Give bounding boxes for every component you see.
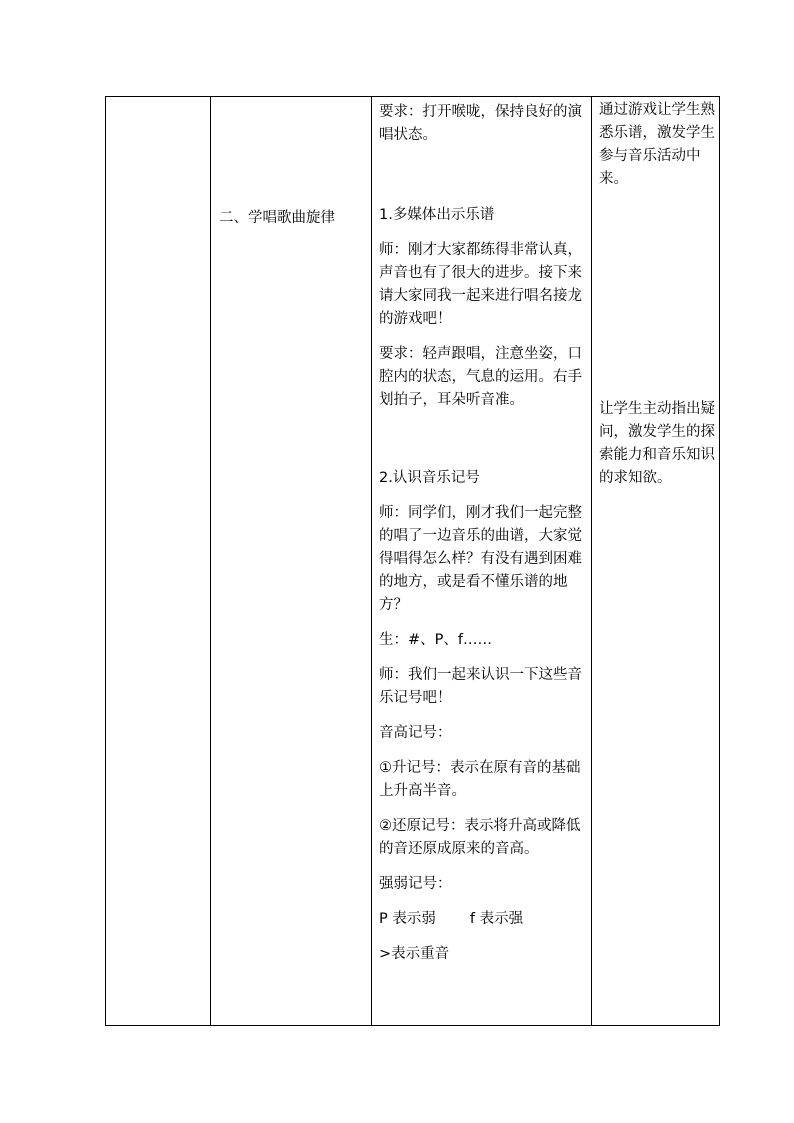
dynamics-heading: 强弱记号：: [379, 876, 452, 892]
student-dialogue: 生：#、P、f……: [379, 632, 492, 648]
goal-text: 让学生主动指出疑问，激发学生的探索能力和音乐知识的求知欲。: [599, 401, 715, 486]
accent-definition: >表示重音: [379, 946, 450, 962]
sharp-definition: ①升记号：表示在原有音的基础上升高半音。: [379, 760, 581, 799]
natural-definition: ②还原记号：表示将升高或降低的音还原成原来的音高。: [379, 818, 581, 857]
lesson-plan-table: [105, 96, 720, 1026]
list-item: [379, 467, 587, 490]
goal-text: 通过游戏让学生熟悉乐谱，激发学生参与音乐活动中来。: [599, 102, 715, 187]
column-divider: [210, 97, 211, 1025]
table-cell-activities: [372, 97, 591, 966]
list-item: [379, 204, 587, 227]
pitch-symbols-heading: 音高记号：: [379, 725, 452, 741]
list-number: 1.: [379, 207, 393, 223]
column-divider: [591, 97, 592, 1025]
table-cell-goals: [592, 97, 720, 486]
piano-definition: P 表示弱: [379, 911, 436, 927]
section-title: 二、学唱歌曲旋律: [219, 210, 335, 226]
teacher-dialogue: 师：同学们，刚才我们一起完整的唱了一边音乐的曲谱，大家觉得唱得怎么样？有没有遇到困难的地方，或是看不懂乐谱的地方？: [379, 505, 582, 613]
list-item-text: 认识音乐记号: [392, 470, 480, 486]
dynamics-line: [379, 908, 587, 931]
requirement-text: 要求：轻声跟唱，注意坐姿，口腔内的状态，气息的运用。右手划拍子，耳朵听音准。: [379, 346, 582, 408]
teacher-dialogue: 师：我们一起来认识一下这些音乐记号吧！: [379, 667, 582, 706]
list-number: 2.: [379, 470, 393, 486]
requirement-text: 要求：打开喉咙，保持良好的演唱状态。: [379, 104, 582, 143]
list-item-text: 多媒体出示乐谱: [392, 207, 495, 223]
teacher-dialogue: 师：刚才大家都练得非常认真，声音也有了很大的进步。接下来请大家同我一起来进行唱名接龙的游戏吧！: [379, 242, 582, 327]
forte-definition: f 表示强: [469, 911, 524, 927]
